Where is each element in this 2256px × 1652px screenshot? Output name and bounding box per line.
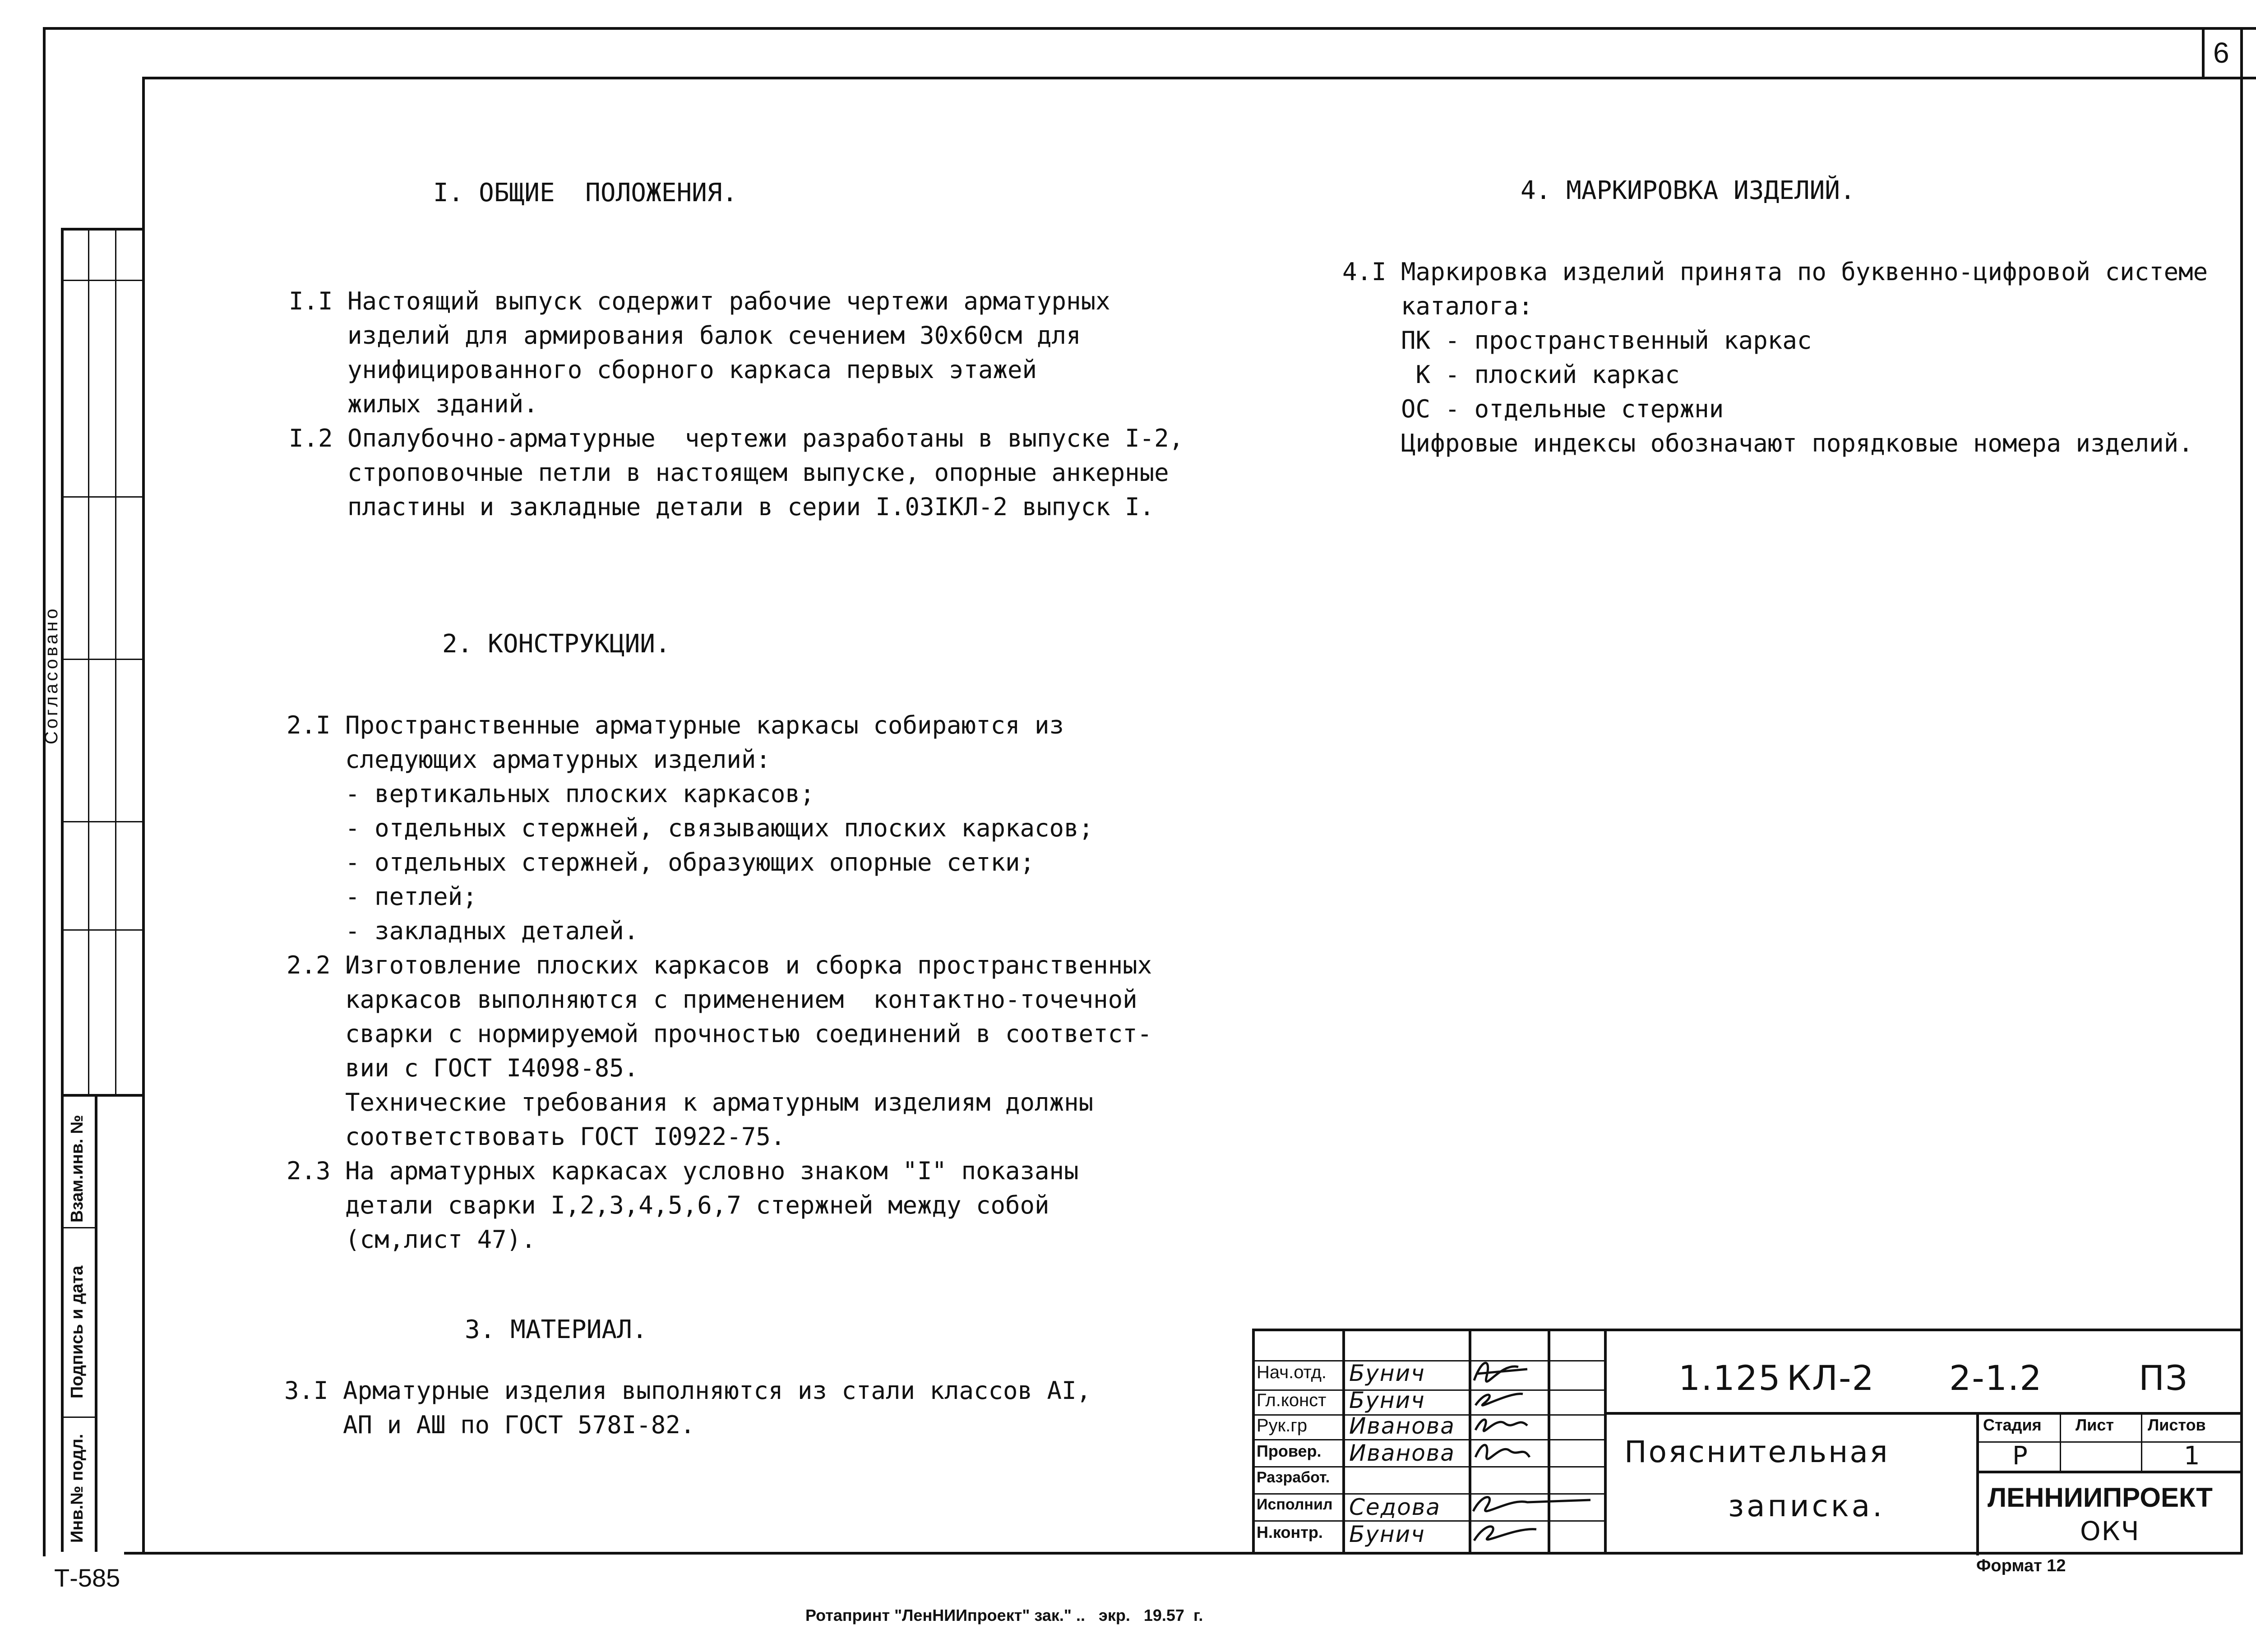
margin-strip-top [61, 228, 142, 231]
margin-row-3 [61, 659, 142, 660]
signature-mark [1475, 1445, 1530, 1459]
outer-frame-top [43, 27, 2256, 30]
section-2-heading: 2. КОНСТРУКЦИИ. [442, 629, 670, 659]
margin-row-2 [61, 496, 142, 498]
agreed-label: Согласовано [42, 606, 61, 744]
tb-stage-value: Р [2012, 1441, 2029, 1471]
text-line: следующих арматурных изделий: [287, 745, 771, 774]
tb-code-series: 1.125 [1678, 1358, 1781, 1398]
tb-role: Разработ. [1257, 1469, 1330, 1486]
text-line: 2.2 Изготовление плоских каркасов и сборка пространственных [287, 951, 1152, 979]
sheet-number: 6 [2213, 37, 2229, 69]
text-line: - вертикальных плоских каркасов; [287, 780, 815, 808]
tb-doc-title-2: записка. [1728, 1489, 1885, 1523]
margin-row-7 [61, 1227, 97, 1228]
print-note: Ротапринт "ЛенНИИпроект" зак." .. экр. 19.57 г. [805, 1606, 1203, 1624]
text-line: 2.3 На арматурных каркасах условно знаком "I" показаны [287, 1157, 1079, 1185]
tb-name: Иванова [1349, 1413, 1455, 1439]
tb-role: Н.контр. [1257, 1523, 1323, 1541]
margin-row-4 [61, 821, 142, 822]
tb-code-type: КЛ-2 [1787, 1358, 1875, 1398]
frame-top [142, 77, 2256, 79]
text-line: Технические требования к арматурным изделиям должны [287, 1088, 1094, 1117]
tb-format-label: Формат 12 [1976, 1556, 2066, 1575]
tb-name: Бунич [1349, 1521, 1425, 1547]
tb-role: Гл.конст [1257, 1390, 1327, 1410]
tb-name: Бунич [1349, 1387, 1425, 1413]
tb-code-doc: ПЗ [2139, 1358, 2188, 1398]
signature-mark [1475, 1420, 1527, 1431]
tb-name: Седова [1349, 1494, 1441, 1520]
text-line: каркасов выполняются с применением контактно-точечной [287, 985, 1137, 1014]
signature-mark [1475, 1394, 1523, 1406]
signature-mark [1474, 1363, 1527, 1381]
tb-col-sheets [2141, 1412, 2142, 1471]
text-line: АП и АШ по ГОСТ 578I-82. [284, 1411, 695, 1439]
margin-row-5 [61, 929, 142, 931]
text-line: - закладных деталей. [287, 917, 639, 945]
text-line: строповочные петли в настоящем выпуске, опорные анкерные [289, 458, 1169, 487]
frame-right [2240, 27, 2243, 1554]
tb-sheets-value: 1 [2184, 1441, 2201, 1471]
tb-stage-label: Стадия [1983, 1416, 2042, 1434]
tb-org-dept: ОКЧ [2080, 1516, 2140, 1546]
text-line: ПК - пространственный каркас [1342, 326, 1812, 355]
text-line: 4.I Маркировка изделий принята по буквенно-цифровой системе [1342, 258, 2208, 286]
bottom-left-code: Т-585 [54, 1564, 120, 1592]
signature-mark [1473, 1497, 1590, 1511]
tb-col-sheet [2060, 1412, 2061, 1471]
tb-col-stage [1976, 1412, 1979, 1555]
frame-bottom [124, 1552, 2243, 1555]
section-3-heading: 3. МАТЕРИАЛ. [465, 1315, 647, 1344]
tb-sheets-label: Листов [2148, 1416, 2206, 1434]
margin-row-6 [61, 1094, 142, 1097]
tb-role: Провер. [1257, 1442, 1322, 1460]
tb-doc-title-1: Пояснительная [1624, 1435, 1890, 1469]
margin-strip-col2 [115, 228, 116, 1094]
signature-date-label: Подпись и дата [68, 1265, 87, 1398]
section-2-body [287, 708, 1152, 1257]
text-line: вии с ГОСТ I4098-85. [287, 1054, 639, 1082]
text-line: К - плоский каркас [1342, 360, 1680, 389]
tb-role: Нач.отд. [1257, 1362, 1327, 1382]
text-line: 2.I Пространственные арматурные каркасы собираются из [287, 711, 1064, 739]
section-4-body [1342, 255, 2208, 461]
text-line: I.2 Опалубочно-арматурные чертежи разработаны в выпуске I-2, [289, 424, 1184, 452]
text-line: детали сварки I,2,3,4,5,6,7 стержней между собой [287, 1191, 1049, 1219]
signatures [1469, 1349, 1604, 1552]
section-3-body [284, 1374, 1091, 1442]
text-line: - отдельных стержней, образующих опорные сетки; [287, 848, 1035, 877]
tb-name: Бунич [1349, 1360, 1425, 1386]
text-line: I.I Настоящий выпуск содержит рабочие чертежи арматурных [289, 287, 1110, 315]
text-line: Цифровые индексы обозначают порядковые номера изделий. [1342, 429, 2193, 457]
section-4-heading: 4. МАРКИРОВКА ИЗДЕЛИЙ. [1521, 176, 1855, 205]
text-line: унифицированного сборного каркаса первых этажей [289, 355, 1037, 384]
margin-strip-left [61, 228, 64, 1552]
tb-top [1252, 1329, 2243, 1331]
tb-name: Иванова [1349, 1440, 1455, 1466]
tb-stage-values-bottom [1976, 1471, 2242, 1473]
text-line: - петлей; [287, 882, 477, 911]
margin-strip-col1 [88, 228, 89, 1094]
tb-code-bottom [1604, 1412, 2243, 1415]
outer-frame-left [43, 27, 46, 1556]
text-line: каталога: [1342, 292, 1533, 320]
inv-original-label: Инв.№ подл. [68, 1434, 87, 1543]
margin-row-1 [61, 280, 142, 281]
text-line: 3.I Арматурные изделия выполняются из стали классов АI, [284, 1376, 1091, 1405]
tb-role: Рук.гр [1257, 1416, 1308, 1435]
text-line: - отдельных стержней, связывающих плоских каркасов; [287, 814, 1094, 842]
text-line: (см,лист 47). [287, 1225, 536, 1254]
frame-left [142, 77, 145, 1554]
margin-lower-col [95, 1094, 97, 1552]
margin-row-8 [61, 1417, 97, 1418]
text-line: соответствовать ГОСТ I0922-75. [287, 1122, 786, 1151]
sheet-number-box-left [2202, 27, 2205, 79]
text-line: пластины и закладные детали в серии I.03IКЛ-2 выпуск I. [289, 493, 1155, 521]
text-line: жилых зданий. [289, 390, 538, 418]
text-line: изделий для армирования балок сечением 30х60см для [289, 321, 1081, 350]
inv-replace-label: Взам.инв. № [68, 1115, 87, 1223]
tb-org-name: ЛЕННИИПРОЕКТ [1988, 1482, 2213, 1513]
tb-col-main [1604, 1329, 1607, 1552]
section-1-heading: I. ОБЩИЕ ПОЛОЖЕНИЯ. [433, 178, 738, 208]
signature-mark [1474, 1527, 1536, 1541]
tb-role: Исполнил [1257, 1496, 1333, 1513]
text-line: ОС - отдельные стержни [1342, 395, 1724, 423]
tb-sheet-label: Лист [2076, 1416, 2114, 1434]
section-1-body [289, 284, 1183, 524]
text-line: сварки с нормируемой прочностью соединений в соответст- [287, 1020, 1152, 1048]
tb-code-issue: 2-1.2 [1949, 1358, 2043, 1398]
